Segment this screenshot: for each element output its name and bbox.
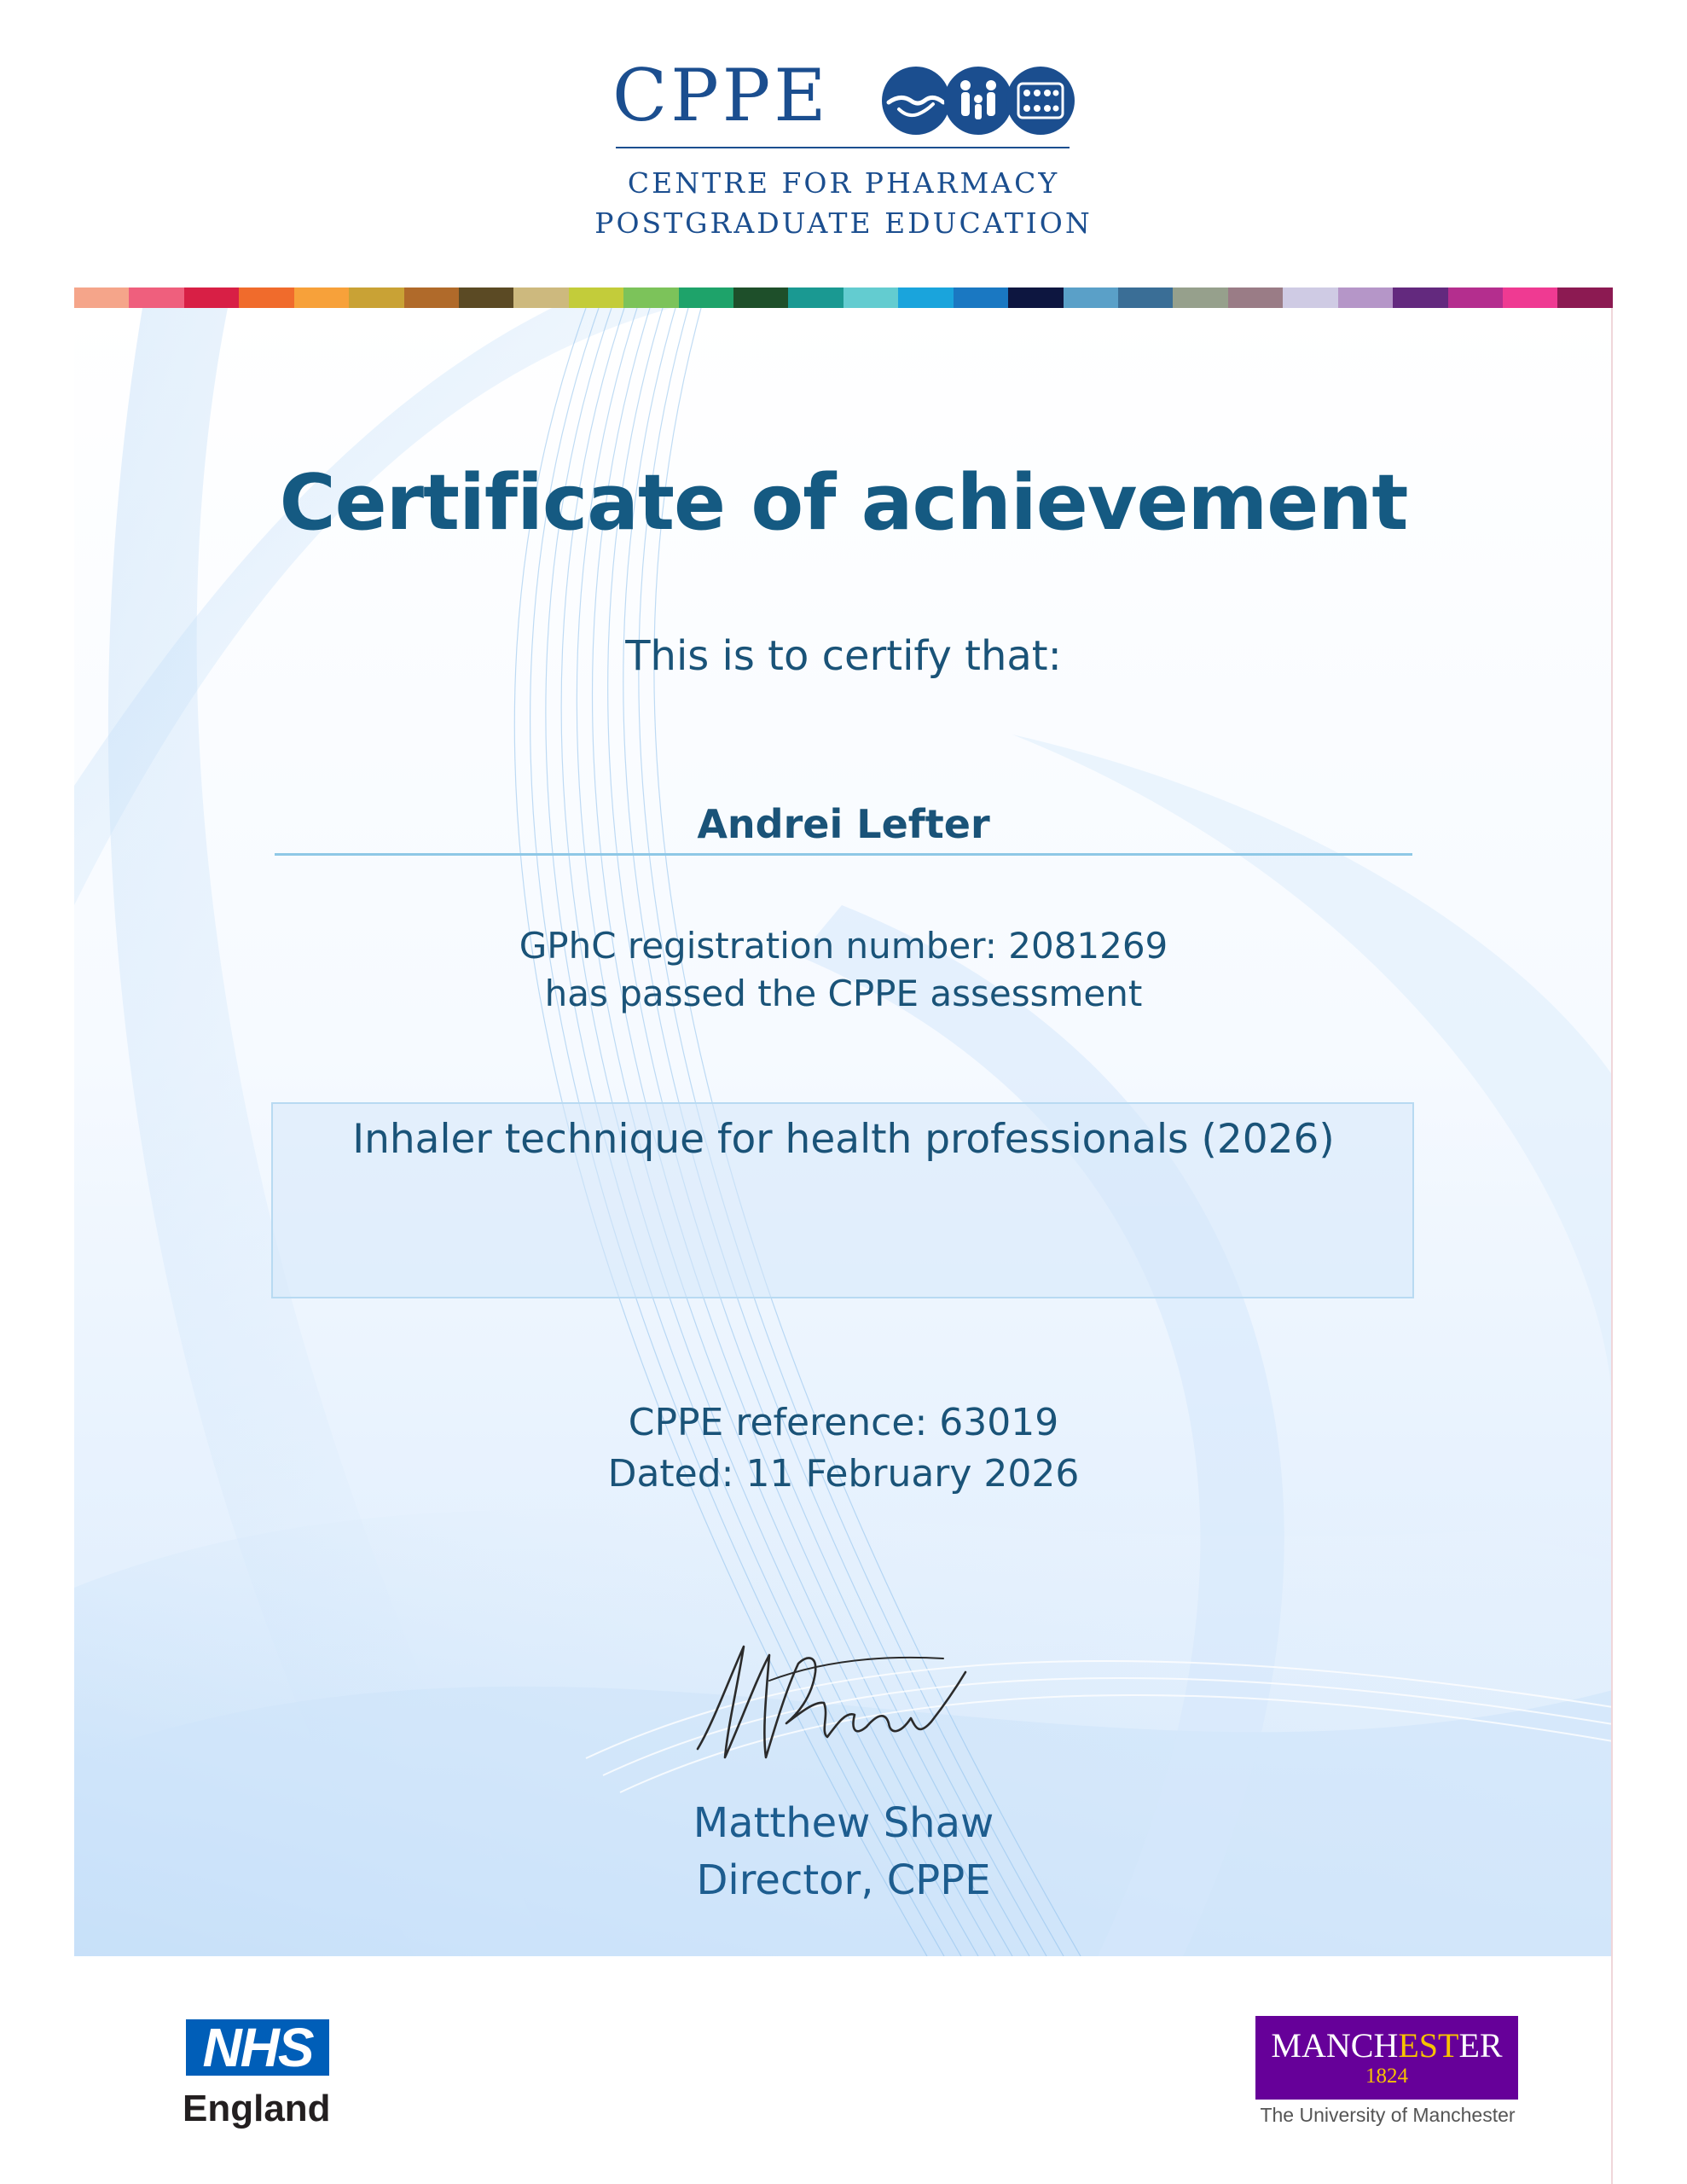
certificate-title: Certificate of achievement (279, 458, 1408, 548)
colour-strip-segment (1503, 288, 1557, 308)
colour-strip-segment (623, 288, 678, 308)
colour-strip-segment (1393, 288, 1447, 308)
name-underline (275, 853, 1412, 856)
cppe-logo-icons (880, 65, 1076, 136)
colour-strip-segment (1228, 288, 1283, 308)
course-title: Inhaler technique for health professionals (2026) (352, 1116, 1335, 1163)
cppe-reference: CPPE reference: 63019 (628, 1401, 1059, 1444)
uom-caption: The University of Manchester (1260, 2104, 1516, 2126)
colour-strip-segment (513, 288, 568, 308)
colour-strip-segment (569, 288, 623, 308)
recipient-name: Andrei Lefter (697, 801, 990, 847)
uom-name-part-2: EST (1398, 2026, 1459, 2065)
family-icon (944, 67, 1012, 135)
org-name-line-2: POSTGRADUATE EDUCATION (594, 206, 1093, 240)
colour-strip-segment (74, 288, 129, 308)
handshake-icon (882, 67, 950, 135)
colour-strip-segment (1008, 288, 1063, 308)
nhs-region-label: England (183, 2088, 331, 2129)
uom-name-part-3: ER (1458, 2026, 1503, 2065)
medicine-icon (1006, 67, 1075, 135)
signatory-name: Matthew Shaw (693, 1799, 994, 1847)
registration-number: GPhC registration number: 2081269 (519, 925, 1168, 967)
org-name-line-1: CENTRE FOR PHARMACY (627, 166, 1060, 200)
nhs-logo: NHS (186, 2019, 329, 2076)
certify-lead-text: This is to certify that: (625, 632, 1062, 680)
colour-strip-segment (459, 288, 513, 308)
cppe-logo-word: CPPE (612, 54, 830, 137)
colour-strip-segment (1448, 288, 1503, 308)
colour-strip-segment (1557, 288, 1612, 308)
colour-strip-segment (1173, 288, 1227, 308)
certificate-date: Dated: 11 February 2026 (607, 1452, 1080, 1496)
colour-strip-segment (679, 288, 733, 308)
logo-divider (616, 147, 1070, 148)
colour-strip (74, 288, 1613, 308)
colour-strip-segment (1283, 288, 1337, 308)
colour-strip-segment (239, 288, 293, 308)
colour-strip-segment (404, 288, 459, 308)
colour-strip-segment (788, 288, 843, 308)
colour-strip-segment (844, 288, 898, 308)
colour-strip-segment (129, 288, 183, 308)
passed-assessment-text: has passed the CPPE assessment (544, 973, 1143, 1014)
cppe-logo (0, 0, 1687, 273)
uom-logo-name (1255, 2026, 1518, 2065)
colour-strip-segment (1118, 288, 1173, 308)
colour-strip-segment (898, 288, 953, 308)
colour-strip-segment (1338, 288, 1393, 308)
colour-strip-segment (184, 288, 239, 308)
uom-logo-year: 1824 (1365, 2065, 1408, 2088)
signatory-role: Director, CPPE (696, 1856, 991, 1904)
colour-strip-segment (294, 288, 349, 308)
signature-image (687, 1629, 1012, 1774)
colour-strip-segment (1064, 288, 1118, 308)
colour-strip-segment (349, 288, 403, 308)
uom-name-part-1: MANCH (1271, 2026, 1399, 2065)
colour-strip-segment (733, 288, 788, 308)
panel-right-edge (1611, 308, 1613, 2184)
colour-strip-segment (954, 288, 1008, 308)
